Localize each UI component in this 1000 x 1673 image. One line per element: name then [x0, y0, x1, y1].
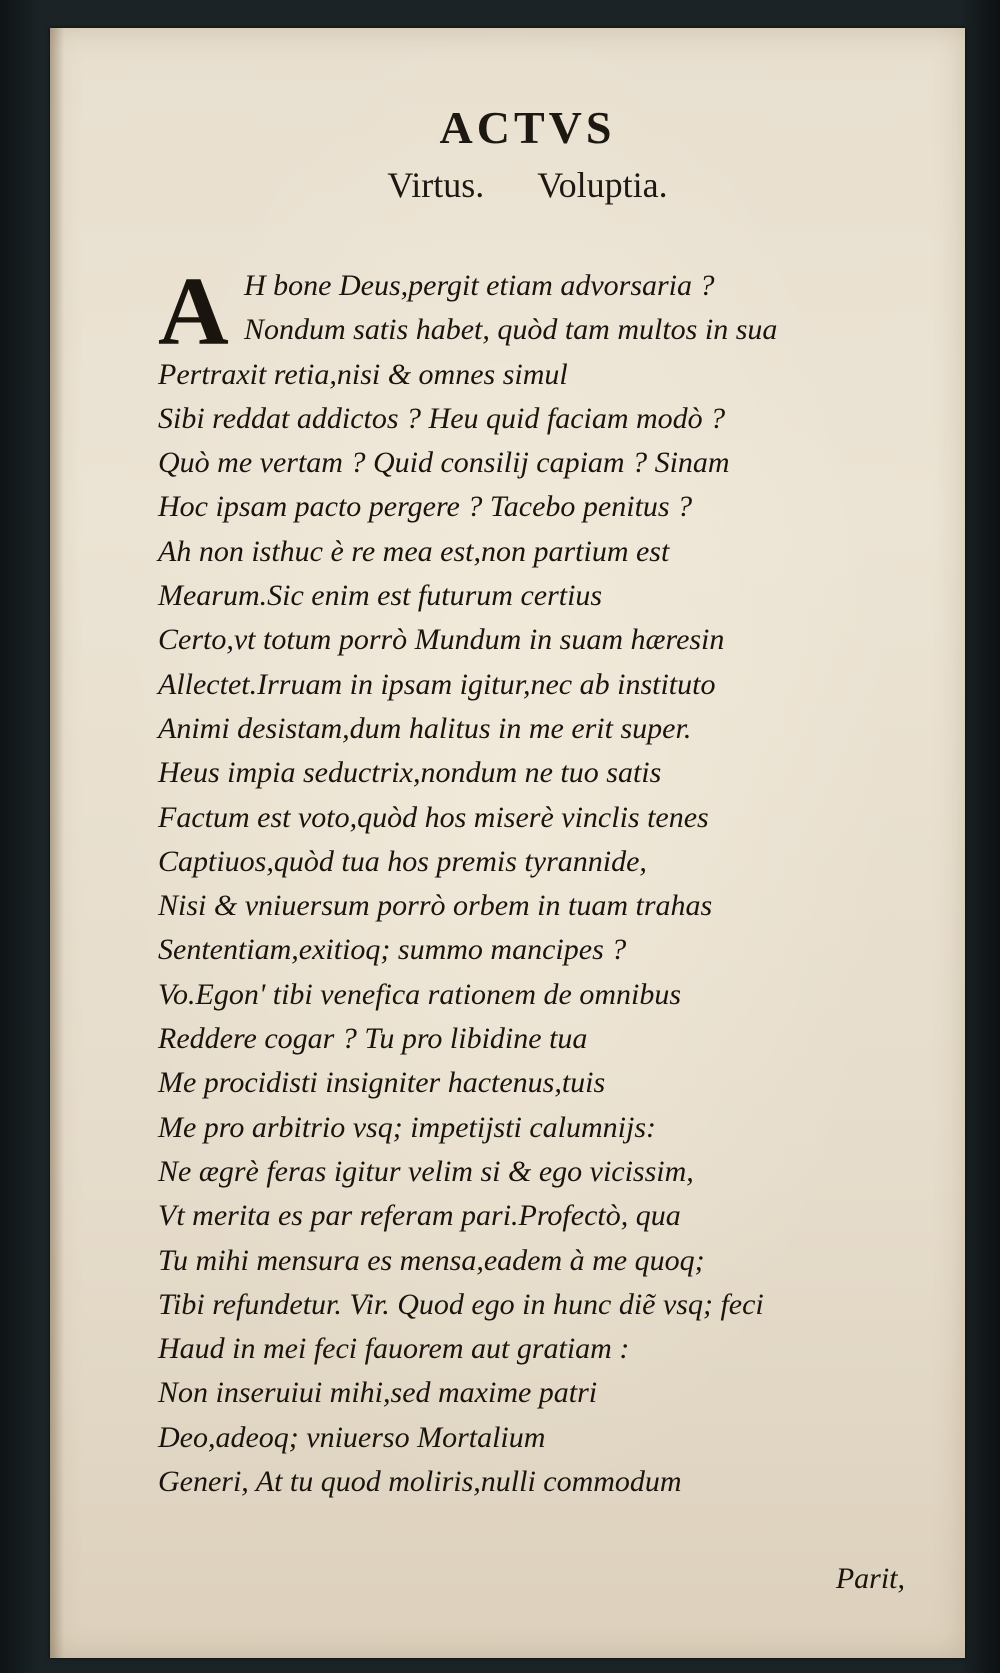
- verse-line: Tibi refundetur. Vir. Quod ego in hunc diẽ vsq; feci: [158, 1287, 764, 1321]
- verse-line: Deo,adeoq; vniuerso Mortalium: [158, 1420, 546, 1454]
- verse-line: Ne ægrè feras igitur velim si & ego vicissim,: [158, 1154, 694, 1188]
- verse-line: Hoc ipsam pacto pergere ? Tacebo penitus ?: [158, 490, 693, 524]
- verse-line: Sententiam,exitioq; summo mancipes ?: [158, 933, 627, 967]
- drop-cap: A: [158, 258, 229, 366]
- act-title: ACTVS: [439, 102, 616, 153]
- speaker-line: [50, 162, 965, 208]
- verse-line: Allectet.Irruam in ipsam igitur,nec ab instituto: [158, 667, 716, 701]
- verse-line: H bone Deus,pergit etiam advorsaria ?: [244, 269, 715, 302]
- speaker-virtus: Virtus.: [387, 165, 485, 205]
- verse-line: Certo,vt totum porrò Mundum in suam hæresin: [158, 623, 725, 657]
- verse-line: Sibi reddat addictos ? Heu quid faciam modò ?: [158, 401, 726, 435]
- verse-line: Quò me vertam ? Quid consilij capiam ? Sinam: [158, 446, 730, 480]
- verse-line: Tu mihi mensura es mensa,eadem à me quoq;: [158, 1243, 705, 1277]
- verse-line: Mearum.Sic enim est futurum certius: [158, 579, 603, 613]
- verse-line: Generi, At tu quod moliris,nulli commodum: [158, 1465, 682, 1499]
- verse-line: Me pro arbitrio vsq; impetijsti calumnijs:: [158, 1110, 657, 1144]
- verse-line: Nisi & vniuersum porrò orbem in tuam trahas: [158, 889, 713, 923]
- speaker-voluptia: Voluptia.: [537, 165, 668, 205]
- verse-line: Reddere cogar ? Tu pro libidine tua: [158, 1022, 588, 1056]
- verse-line: Ah non isthuc è re mea est,non partium est: [158, 534, 670, 568]
- book-page: [50, 28, 965, 1658]
- verse-line: Vt merita es par referam pari.Profectò, qua: [158, 1199, 681, 1233]
- verse-line: Captiuos,quòd tua hos premis tyrannide,: [158, 844, 647, 878]
- verse-line: Animi desistam,dum halitus in me erit super.: [158, 711, 692, 745]
- verse-text: [158, 258, 958, 1504]
- verse-line: Heus impia seductrix,nondum ne tuo satis: [158, 756, 662, 790]
- catchword: Parit,: [835, 1562, 905, 1595]
- verse-line: Pertraxit retia,nisi & omnes simul: [158, 357, 568, 391]
- verse-line: Haud in mei feci fauorem aut gratiam :: [158, 1332, 630, 1366]
- verse-line: Non inseruiui mihi,sed maxime patri: [158, 1376, 598, 1410]
- verse-line: Me procidisti insigniter hactenus,tuis: [158, 1066, 606, 1100]
- page-heading: [50, 98, 965, 208]
- verse-line: Factum est voto,quòd hos miserè vinclis tenes: [158, 800, 709, 834]
- verse-line: Vo.Egon' tibi venefica rationem de omnibus: [158, 977, 681, 1011]
- verse-line: Nondum satis habet, quòd tam multos in sua: [244, 313, 778, 347]
